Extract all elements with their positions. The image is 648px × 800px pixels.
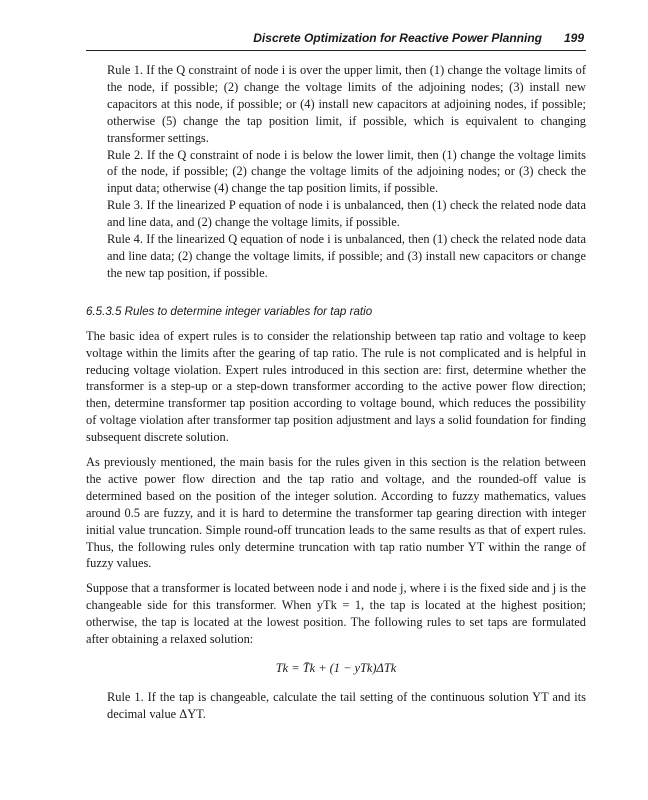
rule-bottom: Rule 1. If the tap is changeable, calculate the tail setting of the continuous solution YT and its decimal value ΔYT. — [107, 690, 586, 722]
chapter-title: Discrete Optimization for Reactive Power Planning — [253, 31, 542, 45]
rule-1: Rule 1. If the Q constraint of node i is over the upper limit, then (1) change the voltage limits of the node, if possible; (2) change the voltage limits of the adjoining nodes; (3) install new capacitors at this node, if possible; or (4) install new capacitors at adjoining nodes, if possible; otherwise (5) change the tap position limit, if possible, which is equivalent to changing transformer settings. — [107, 63, 586, 145]
tap-equation: Tk = T̄k + (1 − yTk)ΔTk — [275, 661, 397, 675]
paragraph-1: The basic idea of expert rules is to consider the relationship between tap ratio and voltage to keep voltage within the limits after the gearing of tap ratio. The rule is not complicated and is helpful in reducing voltage violation. Expert rules introduced in this section are: first, determine whether the transformer is a step-up or a step-down transformer according to the active power flow direction; then, determine transformer tap position according to voltage bound, which reduces the possibility of voltage violation after transformer tap position adjustment and lays a solid foundation for finding subsequent discrete solution. — [86, 328, 586, 445]
page-number: 199 — [563, 31, 584, 45]
paragraph-3: Suppose that a transformer is located between node i and node j, where i is the fixed side and j is the changeable side for this transformer. When yTk = 1, the tap is located at the highest position; otherwise, the tap is located at the lowest position. The following rules to set taps are formulated after obtaining a relaxed solution: — [86, 581, 586, 647]
section-heading: 6.5.3.5 Rules to determine integer variables for tap ratio — [86, 304, 373, 318]
rule-2: Rule 2. If the Q constraint of node i is below the lower limit, then (1) change the voltage limits of the node, if possible; (2) change the voltage limits of the adjoining nodes; or (3) check the input data; otherwise (4) change the tap position limits, if possible. — [107, 147, 586, 196]
rule-4: Rule 4. If the linearized Q equation of node i is unbalanced, then (1) check the related node data and line data; (2) change the voltage limits, if possible; and (3) install new capacitors or change the new tap position, if possible. — [107, 232, 586, 280]
paragraph-2: As previously mentioned, the main basis for the rules given in this section is the relation between the active power flow direction and the tap ratio and voltage, and the rounded-off value is determined based on the position of the integer solution. According to fuzzy mathematics, values around 0.5 are fuzzy, and it is hard to determine the transformer tap gearing direction with integer initial value truncation. Simple round-off truncation leads to the same results as that of expert rules. Thus, the following rules only determine truncation with tap ratio number YT within the range of fuzzy values. — [86, 455, 586, 571]
rule-3: Rule 3. If the linearized P equation of node i is unbalanced, then (1) check the related node data and line data, and (2) change the voltage limits, if possible. — [107, 198, 586, 230]
rule-list — [107, 62, 586, 282]
page-body — [86, 62, 586, 736]
running-header — [86, 30, 586, 51]
